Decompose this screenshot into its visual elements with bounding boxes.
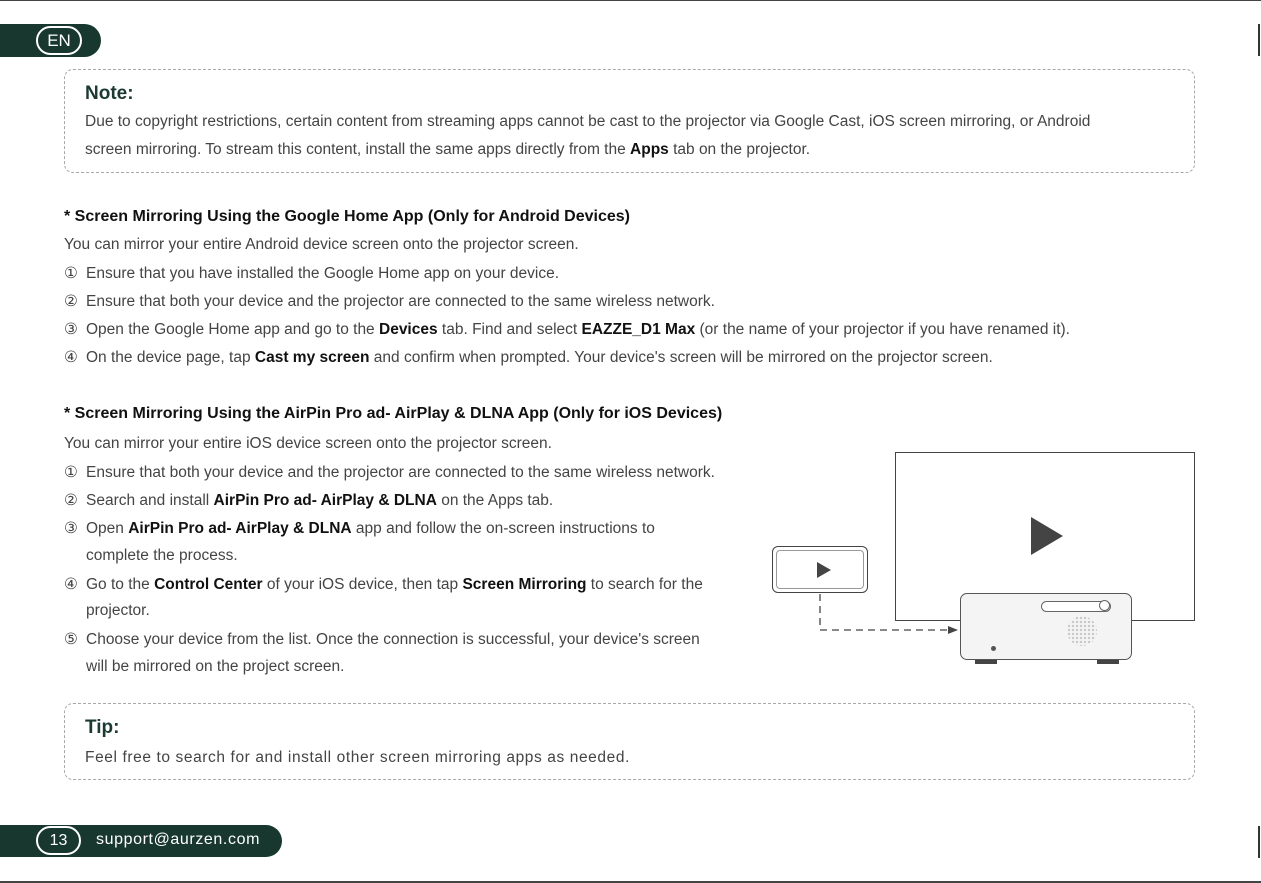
step-number: ⑤ [64, 631, 78, 648]
step-text: Open [86, 520, 129, 537]
phone-illustration [772, 546, 868, 593]
note-text [85, 108, 1193, 164]
projector-name-bold: EAZZE_D1 Max [581, 321, 696, 338]
projector-illustration [960, 593, 1132, 660]
tip-title: Tip: [85, 717, 120, 738]
projector-knob-icon [1099, 600, 1110, 611]
step-text: to search for the [586, 576, 703, 593]
control-center-bold: Control Center [154, 576, 263, 593]
step-number: ④ [64, 349, 78, 366]
connection-arrow-icon [812, 592, 962, 638]
step-text: On the device page, tap [86, 349, 255, 366]
step-number: ① [64, 464, 78, 481]
step-text: Ensure that you have installed the Google Home app on your device. [86, 265, 560, 282]
play-icon [817, 562, 831, 578]
ios-step-4-continued: projector. [86, 602, 150, 619]
ios-step-1 [64, 463, 715, 482]
note-line-1: Due to copyright restrictions, certain content from streaming apps cannot be cast to the projector via Google Cast, iOS screen mirroring, or Android [85, 113, 1091, 130]
projector-led [991, 646, 996, 651]
android-step-3 [64, 320, 1070, 339]
android-section-heading: * Screen Mirroring Using the Google Home App (Only for Android Devices) [64, 208, 630, 225]
step-text: Ensure that both your device and the projector are connected to the same wireless network. [86, 293, 715, 310]
ios-section-heading: * Screen Mirroring Using the AirPin Pro ad- AirPlay & DLNA App (Only for iOS Devices) [64, 405, 723, 422]
note-box [64, 69, 1195, 173]
ios-intro: You can mirror your entire iOS device screen onto the projector screen. [64, 435, 552, 452]
page-number: 13 [36, 826, 81, 855]
ios-step-5 [64, 630, 700, 649]
ios-step-3-continued: complete the process. [86, 547, 238, 564]
ios-step-2 [64, 491, 553, 510]
step-text: and confirm when prompted. Your device's screen will be mirrored on the projector screen. [369, 349, 993, 366]
step-text: of your iOS device, then tap [262, 576, 463, 593]
step-text: Choose your device from the list. Once the connection is successful, your device's screen [86, 631, 700, 648]
step-text: on the Apps tab. [436, 492, 554, 509]
step-number: ③ [64, 520, 78, 537]
note-line-2-end: tab on the projector. [668, 141, 811, 158]
step-number: ③ [64, 321, 78, 338]
projector-foot [1097, 660, 1119, 664]
play-icon [1031, 517, 1063, 555]
airpin-app-bold: AirPin Pro ad- AirPlay & DLNA [128, 520, 352, 537]
projector-foot [975, 660, 997, 664]
android-intro: You can mirror your entire Android device screen onto the projector screen. [64, 236, 579, 253]
airpin-app-bold: AirPin Pro ad- AirPlay & DLNA [213, 492, 437, 509]
projector-speaker-grille [1067, 616, 1097, 646]
step-number: ② [64, 492, 78, 509]
devices-bold: Devices [379, 321, 438, 338]
step-number: ② [64, 293, 78, 310]
note-apps-bold: Apps [630, 141, 669, 158]
step-text: Search and install [86, 492, 214, 509]
android-step-4 [64, 348, 993, 367]
tip-text: Feel free to search for and install other screen mirroring apps as needed. [85, 749, 630, 766]
ios-step-5-continued: will be mirrored on the project screen. [86, 658, 345, 675]
phone-display [776, 550, 864, 589]
ios-step-3 [64, 519, 655, 538]
note-line-2 [85, 136, 1193, 164]
right-edge-mark [1258, 826, 1260, 858]
step-text: Open the Google Home app and go to the [86, 321, 379, 338]
cast-my-screen-bold: Cast my screen [254, 349, 370, 366]
step-number: ④ [64, 576, 78, 593]
note-line-2-text: screen mirroring. To stream this content, install the same apps directly from the [85, 141, 631, 158]
step-number: ① [64, 265, 78, 282]
language-badge: EN [36, 26, 82, 55]
step-text: Ensure that both your device and the projector are connected to the same wireless network. [86, 464, 715, 481]
screen-mirroring-bold: Screen Mirroring [462, 576, 587, 593]
top-border [0, 0, 1261, 1]
step-text: tab. Find and select [437, 321, 582, 338]
step-text: app and follow the on-screen instructions to [351, 520, 655, 537]
note-title: Note: [85, 83, 134, 104]
android-step-2 [64, 292, 715, 311]
ios-step-4 [64, 575, 703, 594]
step-text: Go to the [86, 576, 155, 593]
tip-box [64, 703, 1195, 780]
step-text: (or the name of your projector if you have renamed it). [695, 321, 1070, 338]
support-email[interactable]: support@aurzen.com [96, 831, 261, 848]
android-step-1 [64, 264, 559, 283]
right-edge-mark [1258, 24, 1260, 56]
